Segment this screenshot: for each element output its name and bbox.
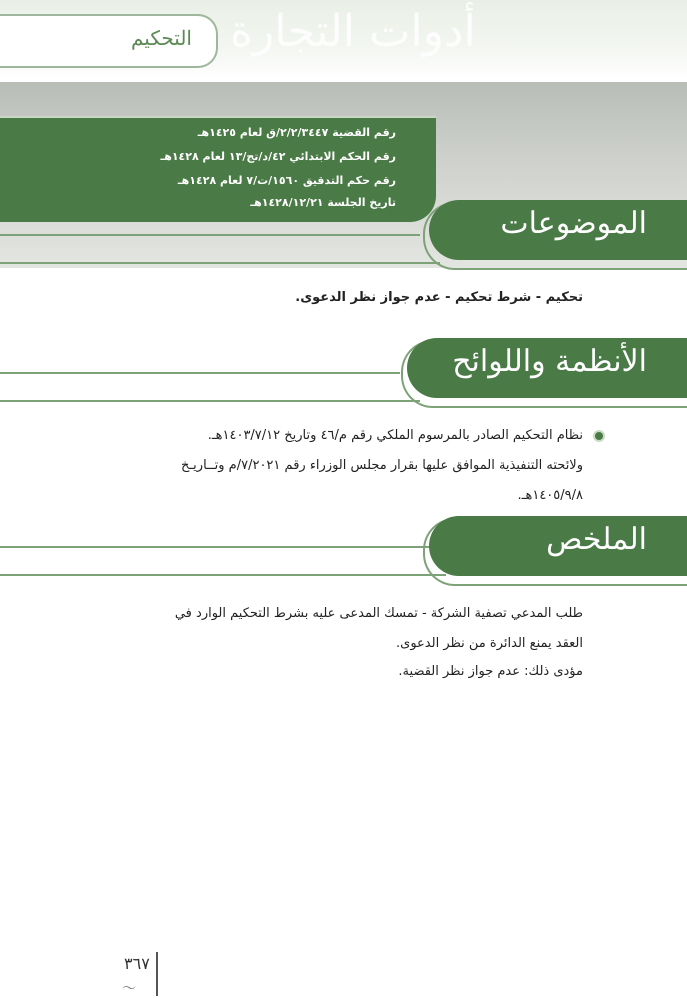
page-number: ٣٦٧	[124, 954, 150, 973]
topics-text: تحكيم - شرط تحكيم - عدم جواز نظر الدعوى.	[295, 290, 583, 305]
law-line-2: ولائحته التنفيذية الموافق عليها بقرار مجلس الوزراء رقم ٧/٢٠٢١/م وتــاريـخ	[180, 458, 583, 473]
laws-title: الأنظمة واللوائح	[452, 344, 647, 379]
session-date: تاريخ الجلسة ١٤٢٨/١٢/٢١هـ	[250, 196, 396, 209]
case-number: رقم القضية ٢/٢/٣٤٤٧/ق لعام ١٤٢٥هـ	[197, 126, 396, 139]
summary-section-header	[0, 516, 687, 586]
topics-title: الموضوعات	[500, 206, 647, 241]
summary-line-3: مؤدى ذلك: عدم جواز نظر القضية.	[398, 664, 583, 679]
bullet-icon	[595, 432, 603, 440]
watermark-text: أدوات التجارة	[230, 6, 476, 57]
topics-title-pill	[429, 200, 687, 260]
laws-title-pill	[407, 338, 687, 398]
summary-title: الملخص	[546, 522, 647, 557]
law-line-3: ١٤٠٥/٩/٨هـ.	[517, 488, 583, 503]
page-divider	[156, 952, 158, 996]
law-line-1: نظام التحكيم الصادر بالمرسوم الملكي رقم م/٤٦ وتاريخ ١٤٠٣/٧/١٢هـ.	[207, 428, 583, 443]
laws-section-header	[0, 338, 687, 408]
summary-title-pill	[429, 516, 687, 576]
topics-section-header	[0, 200, 687, 270]
initial-ruling-number: رقم الحكم الابتدائي ٤٢/د/تج/١٣ لعام ١٤٢٨هـ	[160, 150, 396, 163]
chapter-tab	[0, 14, 218, 68]
summary-line-1: طلب المدعي تصفية الشركة - تمسك المدعى عليه بشرط التحكيم الوارد في	[174, 606, 583, 621]
ornament-icon: 〜	[122, 981, 136, 997]
audit-ruling-number: رقم حكم التدقيق ١٥٦٠/ت/٧ لعام ١٤٢٨هـ	[177, 174, 396, 187]
chapter-title: التحكيم	[131, 26, 192, 50]
summary-line-2: العقد يمنع الدائرة من نظر الدعوى.	[396, 636, 583, 651]
